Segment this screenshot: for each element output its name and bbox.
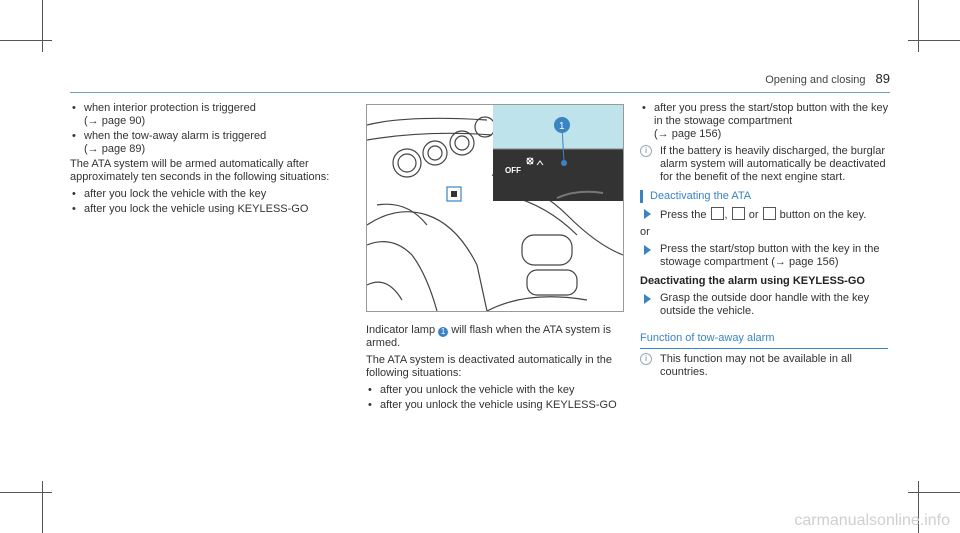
list-item: • when the tow-away alarm is triggered (→ page 89): [70, 130, 340, 156]
crop-mark: [0, 492, 52, 493]
step: Press the , or button on the key.: [640, 207, 894, 222]
crop-mark: [42, 481, 43, 533]
step-arrow-icon: [644, 294, 651, 304]
header-rule: [70, 92, 890, 93]
list-item: • after you unlock the vehicle with the key: [366, 384, 624, 397]
caption: Indicator lamp 1 will flash when the ATA system is armed.: [366, 324, 611, 349]
step: Press the start/stop button with the key in the stowage compartment (→ page 156): [640, 243, 894, 269]
info-note: i This function may not be available in all countries.: [640, 353, 894, 379]
crop-mark: [908, 40, 960, 41]
crop-mark: [42, 0, 43, 52]
or-text: or: [640, 226, 650, 238]
left-column: [70, 102, 340, 218]
subheading: Deactivating the alarm using KEYLESS-GO: [640, 275, 865, 287]
info-icon: i: [640, 353, 652, 365]
crop-mark: [908, 492, 960, 493]
trunk-key-icon: [763, 207, 776, 220]
info-icon: i: [640, 145, 652, 157]
middle-column: [366, 324, 624, 414]
callout-badge: 1: [438, 327, 448, 337]
watermark: carmanualsonline.info: [794, 512, 950, 529]
list-item: • after you press the start/stop button with the key in the stowage compartment (→ page 156): [640, 102, 894, 141]
section-heading: Deactivating the ATA: [640, 190, 894, 203]
paragraph: The ATA system is deactivated automatically in the following situations:: [366, 354, 612, 379]
crop-mark: [0, 40, 52, 41]
step: Grasp the outside door handle with the key outside the vehicle.: [640, 292, 894, 318]
info-note: i If the battery is heavily discharged, the burglar alarm system will automatically be deactivated for the benefit of the next engine start.: [640, 145, 894, 184]
crop-mark: [918, 0, 919, 52]
console-drawing: [367, 105, 623, 311]
list-item: • when interior protection is triggered (→ page 90): [70, 102, 340, 128]
right-column: [640, 102, 894, 383]
center-console-illustration: [366, 104, 624, 312]
callout-number: 1: [559, 121, 565, 132]
lock-key-icon: [711, 207, 724, 220]
list-item: • after you unlock the vehicle using KEYLESS-GO: [366, 399, 624, 412]
header-section: Opening and closing: [765, 74, 866, 86]
off-label: OFF: [505, 166, 521, 175]
unlock-key-icon: [732, 207, 745, 220]
list-item: • after you lock the vehicle with the key: [70, 188, 340, 201]
step-arrow-icon: [644, 245, 651, 255]
section-title: Function of tow-away alarm: [640, 332, 888, 349]
page-number: 89: [875, 71, 890, 86]
list-item: • after you lock the vehicle using KEYLESS-GO: [70, 203, 340, 216]
step-arrow-icon: [644, 209, 651, 219]
page-header: [765, 72, 890, 87]
paragraph: The ATA system will be armed automatically after approximately ten seconds in the following situations:: [70, 158, 330, 183]
